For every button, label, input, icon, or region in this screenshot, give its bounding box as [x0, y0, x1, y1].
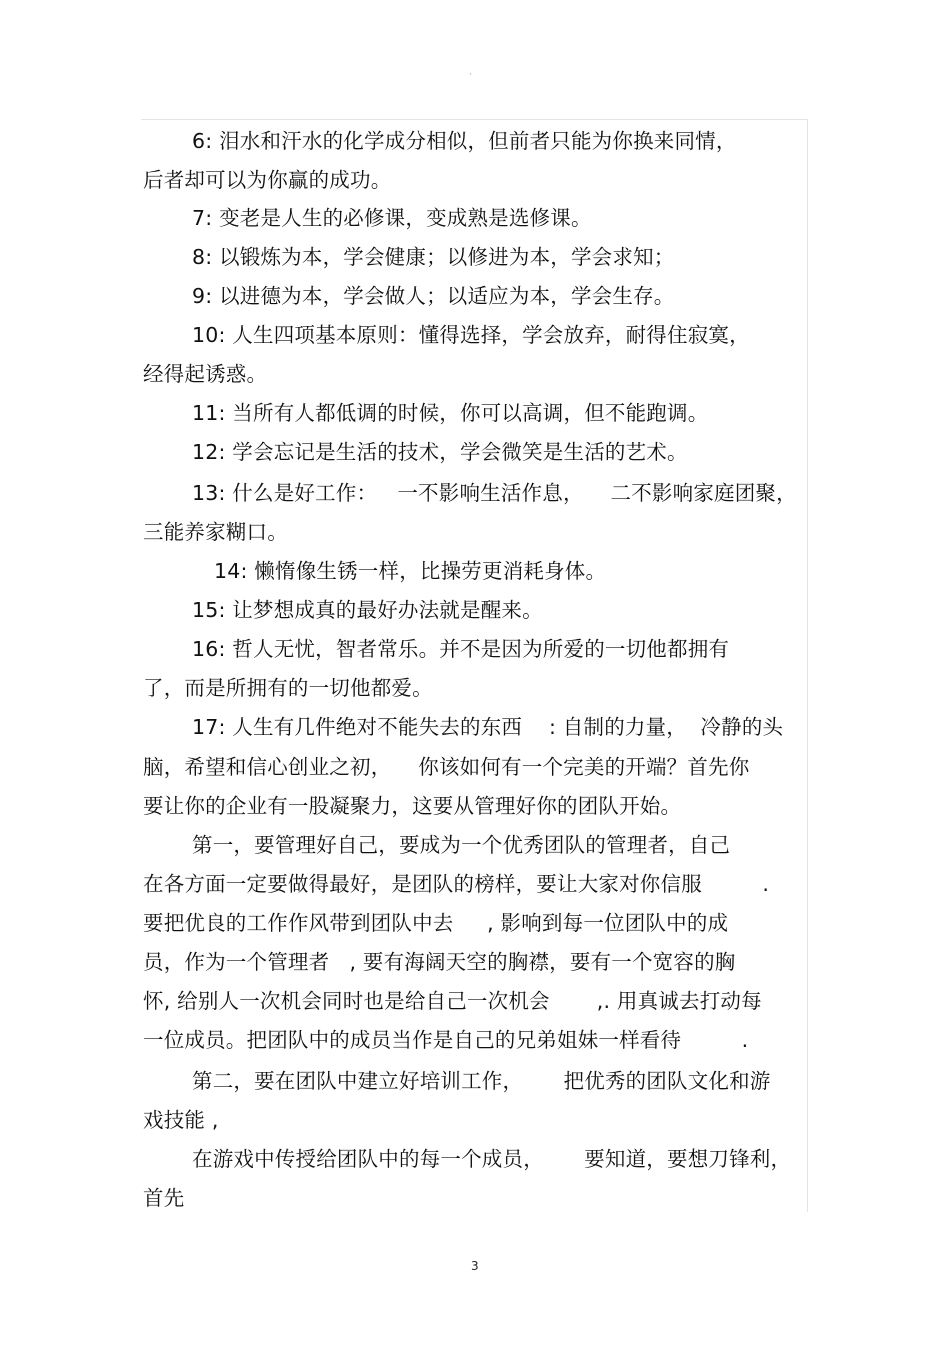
text-line: 9: 以进德为本，学会做人；以适应为本，学会生存。 — [192, 284, 675, 308]
text-line: 怀, 给别人一次机会同时也是给自己一次机会 ,. 用真诚去打动每 — [143, 989, 762, 1013]
text-line: 一位成员。把团队中的成员当作是自己的兄弟姐妹一样看待 . — [143, 1028, 749, 1052]
text-line: 11: 当所有人都低调的时候，你可以高调，但不能跑调。 — [192, 401, 709, 425]
text-line: 要让你的企业有一股凝聚力，这要从管理好你的团队开始。 — [143, 794, 682, 818]
text-line: 经得起诱惑。 — [143, 362, 268, 386]
text-line: 14: 懒惰像生锈一样，比操劳更消耗身体。 — [214, 559, 607, 583]
text-line: 在各方面一定要做得最好，是团队的榜样，要让大家对你信服 . — [143, 872, 770, 896]
text-line: 三能养家糊口。 — [143, 520, 288, 544]
text-line: 16: 哲人无忧，智者常乐。并不是因为所爱的一切他都拥有 — [192, 637, 730, 661]
text-line: 戏技能 , — [143, 1108, 219, 1132]
page-number: 3 — [471, 1259, 479, 1273]
text-line: 脑，希望和信心创业之初， 你该如何有一个完美的开端？首先你 — [143, 755, 750, 779]
text-line: 12: 学会忘记是生活的技术，学会微笑是生活的艺术。 — [192, 440, 688, 464]
text-line: 首先 — [143, 1186, 185, 1210]
text-line: 17: 人生有几件绝对不能失去的东西 : 自制的力量， 冷静的头 — [192, 715, 784, 739]
text-line: 8: 以锻炼为本，学会健康；以修进为本，学会求知； — [192, 245, 675, 269]
text-line: 后者却可以为你赢的成功。 — [143, 168, 392, 192]
text-line: 6: 泪水和汗水的化学成分相似，但前者只能为你换来同情， — [192, 129, 737, 153]
text-line: 第二，要在团队中建立好培训工作， 把优秀的团队文化和游 — [192, 1069, 771, 1093]
text-line: 13: 什么是好工作： 一不影响生活作息， 二不影响家庭团聚， — [192, 481, 797, 505]
text-line: 第一，要管理好自己，要成为一个优秀团队的管理者，自己 — [192, 833, 731, 857]
text-line: 7: 变老是人生的必修课，变成熟是选修课。 — [192, 206, 592, 230]
text-line: 在游戏中传授给团队中的每一个成员， 要知道，要想刀锋利， — [192, 1147, 792, 1171]
text-line: 10: 人生四项基本原则：懂得选择，学会放弃，耐得住寂寞， — [192, 323, 750, 347]
top-mark: · — [469, 70, 472, 80]
text-line: 员，作为一个管理者 , 要有海阔天空的胸襟，要有一个宽容的胸 — [143, 950, 736, 974]
text-line: 了，而是所拥有的一切他都爱。 — [143, 676, 433, 700]
text-line: 15: 让梦想成真的最好办法就是醒来。 — [192, 598, 543, 622]
text-line: 要把优良的工作作风带到团队中去 , 影响到每一位团队中的成 — [143, 911, 729, 935]
